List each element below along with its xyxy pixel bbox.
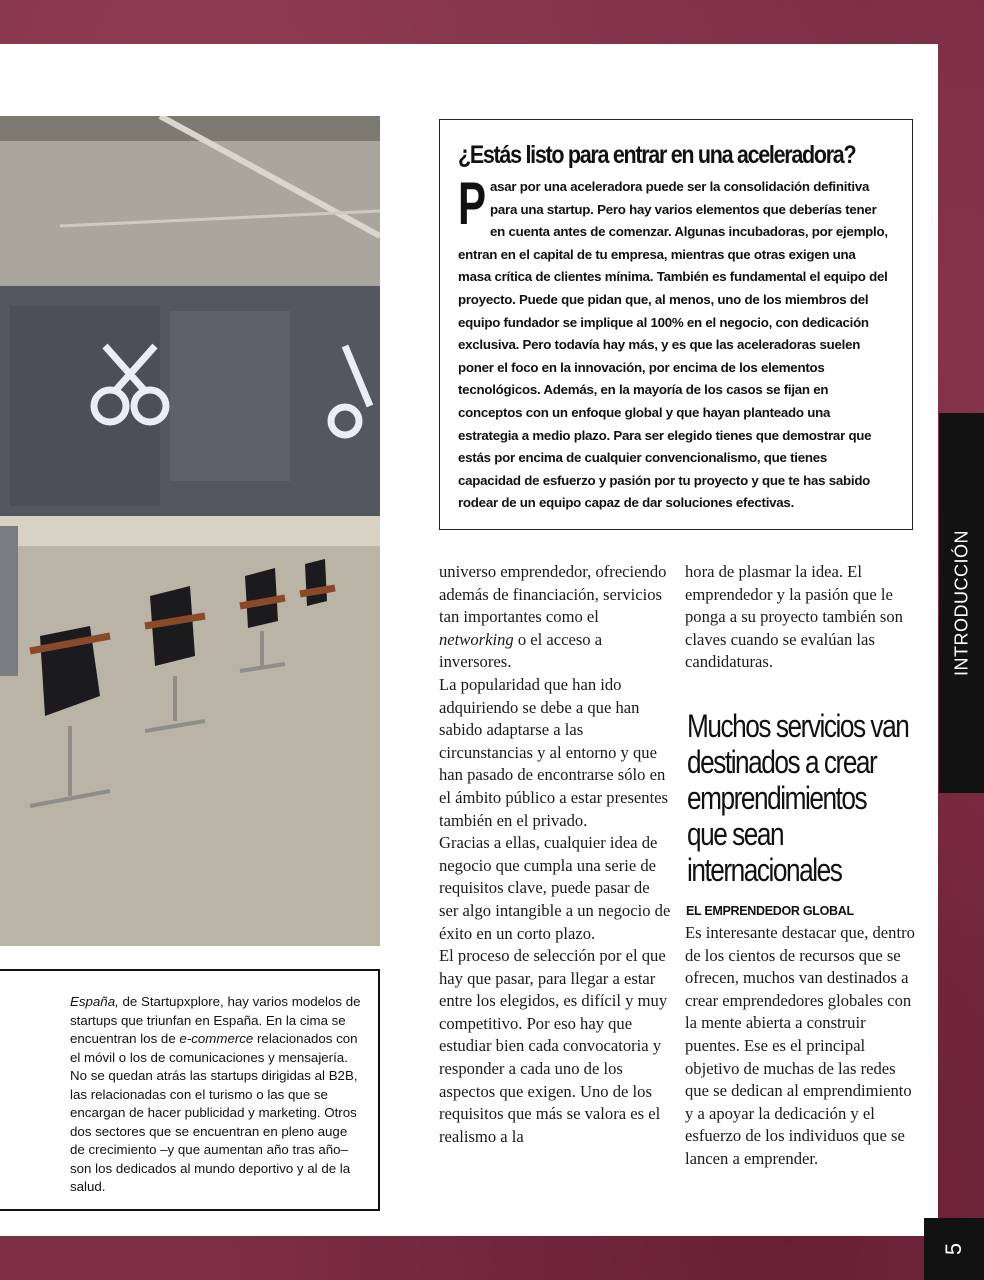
sidebar-title: ¿Estás listo para entrar en una aceleradora? xyxy=(458,141,856,169)
body-paragraph: Gracias a ellas, cualquier idea de negocio que cumpla una serie de requisitos clave, puede pasar de ser algo intangible a un negocio de éxito en un corto plazo. xyxy=(439,833,671,943)
section-tab-label: INTRODUCCIÓN xyxy=(951,530,971,676)
body-paragraph: El proceso de selección por el que hay que pasar, para llegar a estar entre los elegidos, es difícil y muy competitivo. Por eso hay que estudiar bien cada convocatoria y responder a cada uno de los aspectos que exigen. Uno de los requisitos que más se valora es el realismo a la xyxy=(439,946,668,1146)
page-number: 5 xyxy=(941,1242,966,1256)
pull-quote: Muchos servicios van destinados a crear emprendimientos que sean internacionales xyxy=(687,708,909,888)
caption-body: relacionados con el móvil o los de comunicaciones y mensajería. No se quedan atrás las startups dirigidas al B2B, las relacionadas con el turismo o las que se encargan de hacer publicidad y marketing. Otros dos sectores que se encuentran en pleno auge de crecimiento –y que aumentan año tras año– son los dedicados al mundo deportivo y al de la salud. xyxy=(70,1031,358,1194)
salon-photo-illustration xyxy=(0,116,380,946)
section-side-tab xyxy=(939,413,984,793)
body-paragraph: hora de plasmar la idea. El emprendedor y la pasión que le ponga a su proyecto también son claves cuando se evalúan las candidaturas. xyxy=(685,562,903,672)
caption-text xyxy=(70,993,364,1197)
middle-column xyxy=(439,561,671,1148)
salon-photo xyxy=(0,116,380,946)
body-text: universo emprendedor, ofreciendo además de financiación, servicios tan importantes como el xyxy=(439,562,667,627)
page-number-box xyxy=(924,1218,984,1280)
caption-italic: e-commerce xyxy=(179,1031,254,1046)
right-column-top xyxy=(685,561,917,674)
sidebar-body-text: asar por una aceleradora puede ser la consolidación definitiva para una startup. Pero hay varios elementos que deberías tener en cuenta antes de comenzar. Algunas incubadoras, por ejemplo, entran en el capital de tu empresa, mientras que otras exigen una masa crítica de clientes mínima. También es fundamental el equipo del proyecto. Puede que pidan que, al menos, uno de los miembros del equipo fundador se implique al 100% en el negocio, con dedicación exclusiva. Pero todavía hay más, y es que las aceleradoras suelen poner el foco en la innovación, por encima de los elementos tecnológicos. Además, en la mayoría de los casos se fijan en conceptos con un enfoque global y que hayan planteado una estrategia a medio plazo. Para ser elegido tienes que demostrar que estás por encima de cualquier convencionalismo, que tienes capacidad de esfuerzo y pasión por tu proyecto y que te has sabido rodear de un equipo capaz de dar soluciones efectivas. xyxy=(458,179,888,511)
body-paragraph: Es interesante destacar que, dentro de los cientos de recursos que se ofrecen, muchos van destinados a crear emprendedores globales con la mente abierta a construir puentes. Ese es el principal objetivo de muchas de las redes que se dedican al emprendimiento y a apoyar la dedicación y el esfuerzo de los individuos que se lancen a emprender. xyxy=(685,923,915,1168)
drop-cap: P xyxy=(458,170,486,237)
right-column-bottom xyxy=(685,922,917,1171)
sidebar-box xyxy=(439,119,913,530)
caption-body: de Startupxplore, hay varios modelos de startups que triunfan en España. En la cima se encuentran los de xyxy=(70,994,361,1046)
body-text: o el acceso a inversores. xyxy=(439,629,603,672)
section-heading: EL EMPRENDEDOR GLOBAL xyxy=(686,904,854,918)
body-paragraph: La popularidad que han ido adquiriendo se debe a que han sabido adaptarse a las circunstancias y al entorno y que han pasado de encontrarse sólo en el ámbito público a estar presentes también en el privado. xyxy=(439,674,669,830)
photo-caption xyxy=(0,969,380,1211)
italic-term: networking xyxy=(439,629,514,649)
sidebar-body xyxy=(458,170,892,515)
caption-italic: España, xyxy=(70,994,119,1009)
body-paragraph xyxy=(439,561,671,674)
